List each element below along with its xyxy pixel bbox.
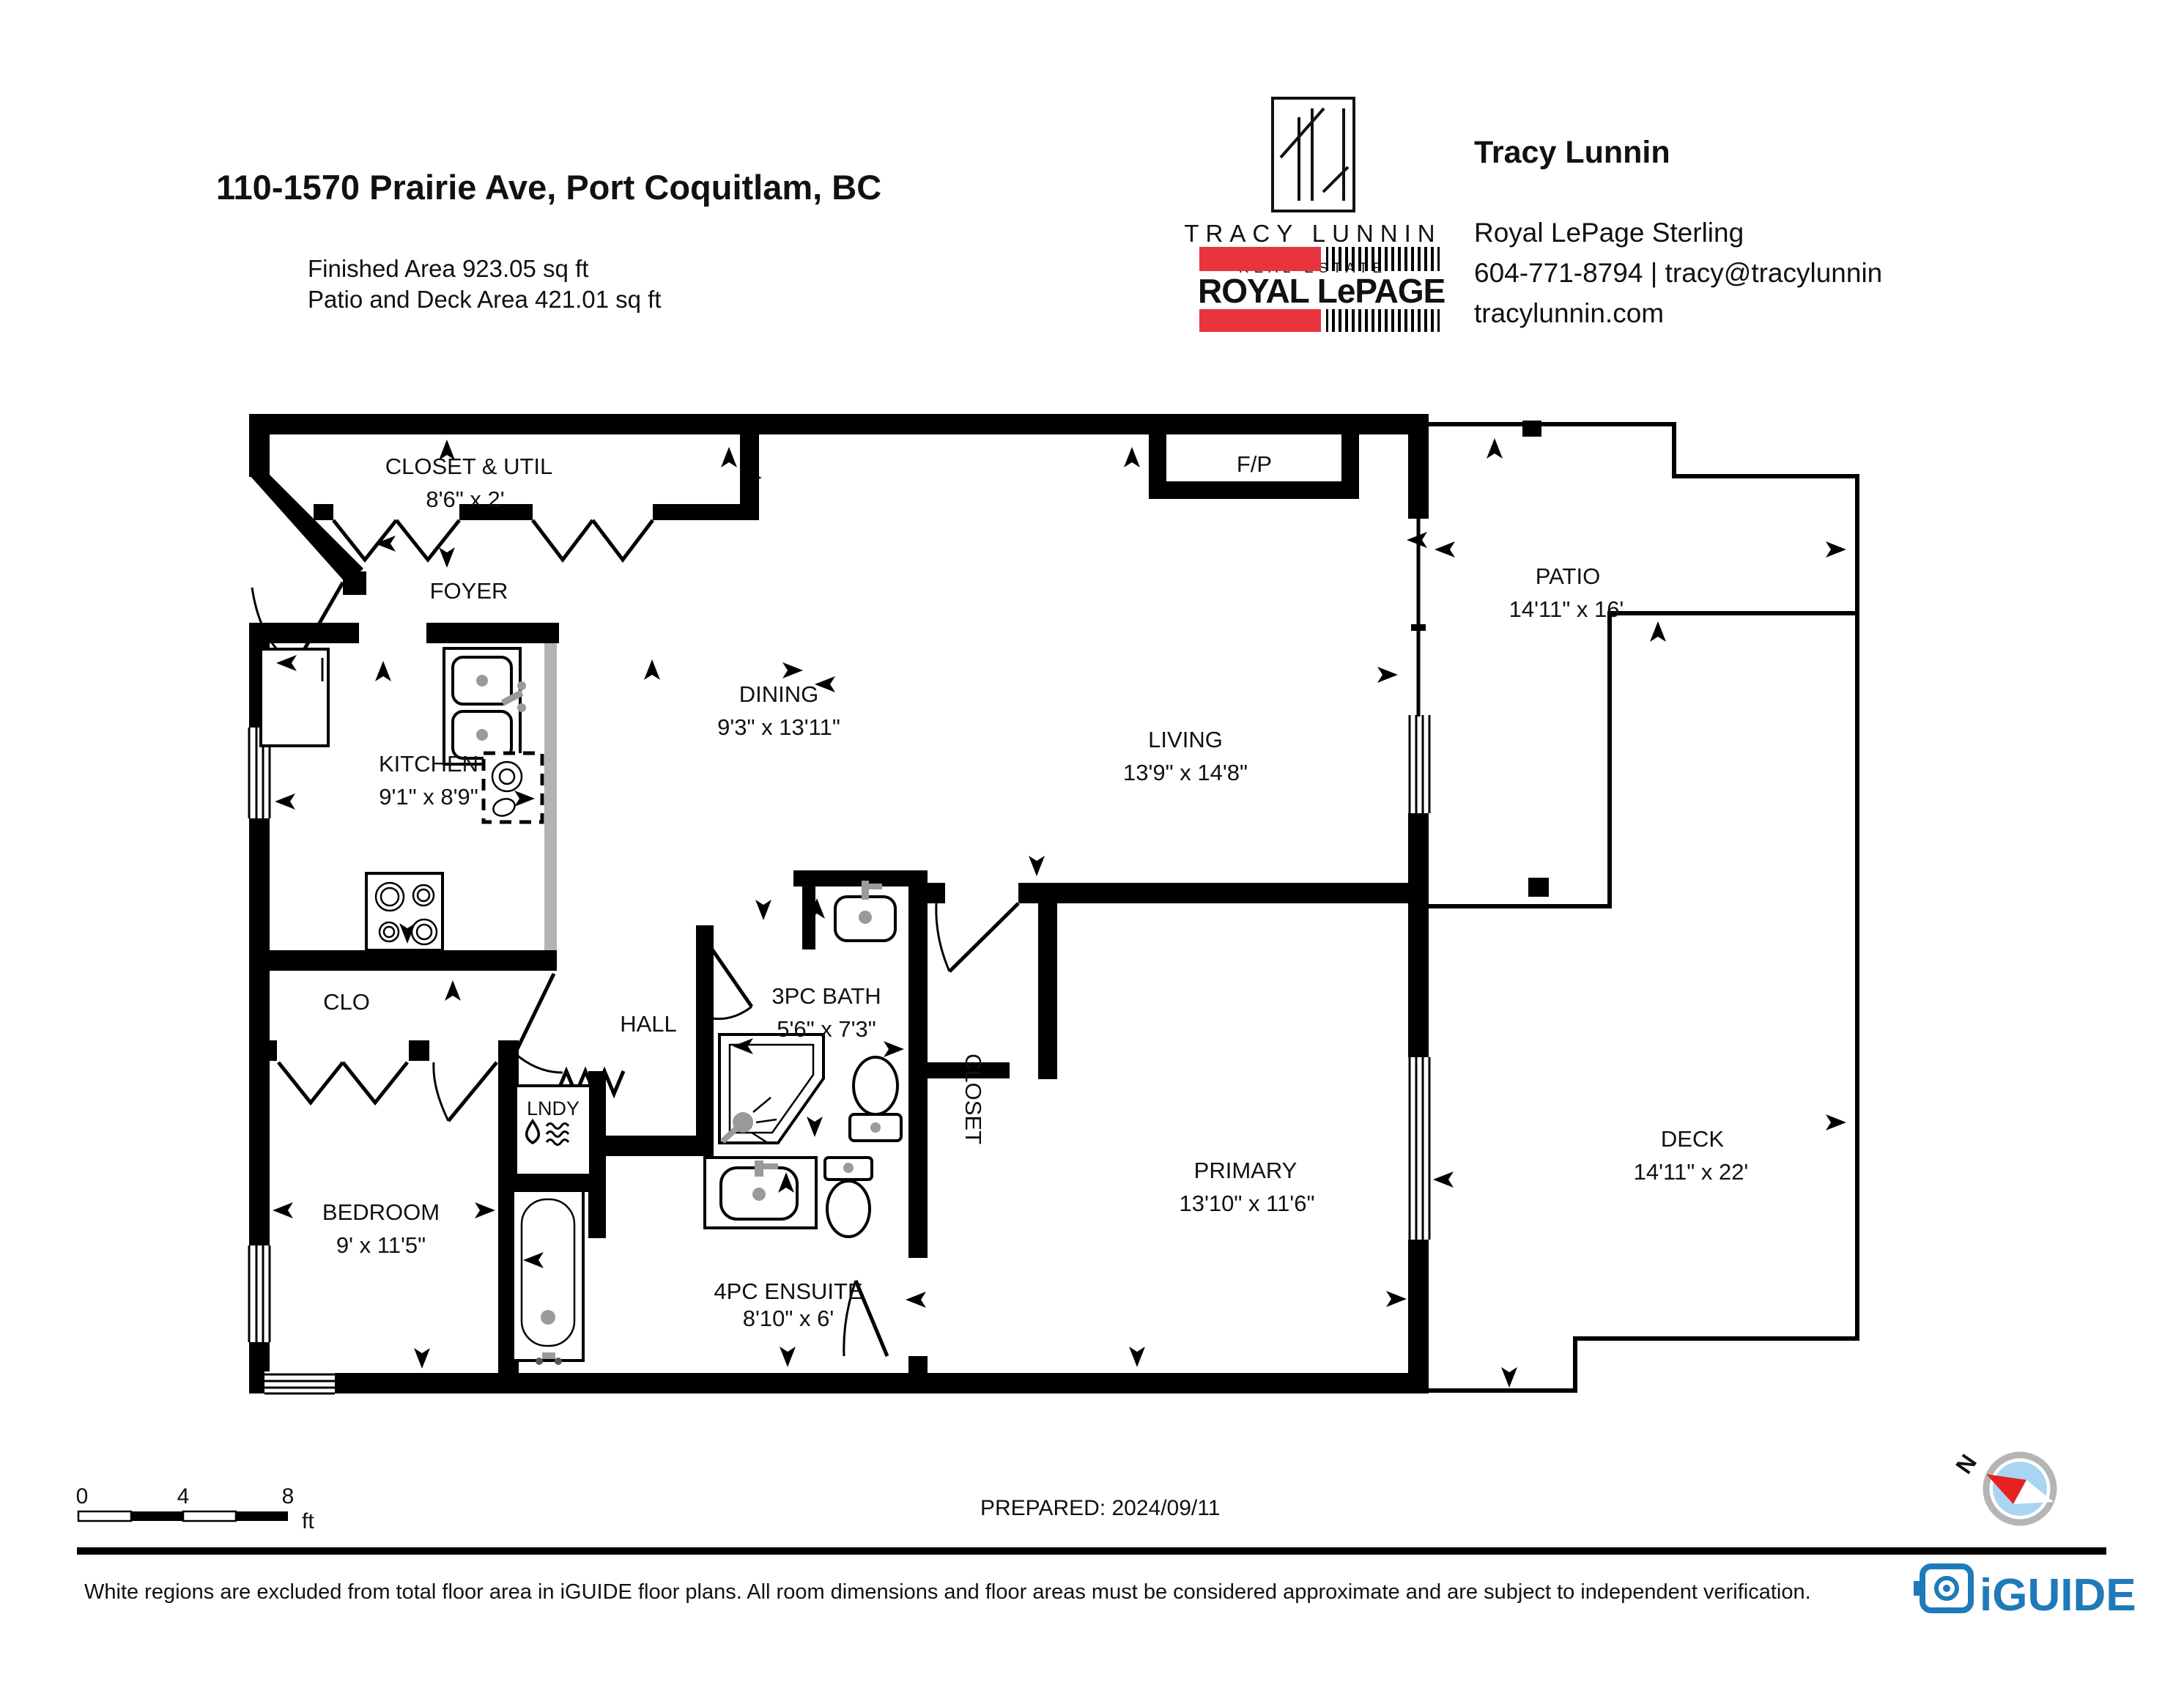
scale-tick-4: 4 xyxy=(177,1484,190,1509)
room-label-4pc-ensuite: 4PC ENSUITE xyxy=(714,1278,863,1304)
room-label-closet: CLOSET xyxy=(960,1053,986,1145)
dishwasher xyxy=(484,753,542,822)
room-label-patio: PATIO xyxy=(1535,563,1601,589)
prepared-date: PREPARED: 2024/09/11 xyxy=(980,1496,1221,1520)
compass-n-label: N xyxy=(1950,1449,1982,1479)
room-dims-dining: 9'3" x 13'11" xyxy=(717,714,840,740)
iguide-logo-text: iGUIDE xyxy=(1980,1570,2136,1621)
patio-post-2 xyxy=(1528,878,1549,897)
agent-phone-email: 604-771-8794 | tracy@tracylunnin xyxy=(1474,258,1883,288)
room-label-primary: PRIMARY xyxy=(1193,1158,1298,1183)
room-label-dining: DINING xyxy=(739,681,819,707)
room-dims-4pc-ensuite: 8'10" x 6' xyxy=(742,1306,834,1331)
scale-tick-8: 8 xyxy=(281,1484,295,1509)
room-dims-3pc-bath: 5'6" x 7'3" xyxy=(777,1016,876,1042)
iguide-logo xyxy=(1914,1566,2136,1621)
room-label-3pc-bath: 3PC BATH xyxy=(771,983,881,1009)
scale-tick-0: 0 xyxy=(75,1484,89,1509)
compass xyxy=(1986,1455,2054,1522)
shower xyxy=(719,1034,823,1143)
ensuite-toilet xyxy=(825,1158,872,1237)
room-dims-patio: 14'11" x 16' xyxy=(1509,596,1624,622)
room-label-foyer: FOYER xyxy=(429,578,508,604)
iguide-camera-icon xyxy=(1914,1566,1971,1610)
room-dims-bedroom: 9' x 11'5" xyxy=(336,1232,426,1258)
room-label-living: LIVING xyxy=(1148,727,1223,752)
scale-unit: ft xyxy=(302,1509,314,1533)
royal-lepage-logo-text: ROYAL LePAGE xyxy=(1198,272,1445,310)
finished-area: Finished Area 923.05 sq ft xyxy=(308,255,589,282)
patio-deck-outline xyxy=(1429,421,1857,1391)
bath-sink xyxy=(835,881,895,941)
tracy-lunnin-logo-name: TRACY LUNNIN xyxy=(1184,220,1442,247)
ensuite-sink xyxy=(705,1158,816,1228)
agent-brokerage: Royal LePage Sterling xyxy=(1474,218,1744,248)
room-dims-deck: 14'11" x 22' xyxy=(1633,1159,1749,1185)
room-dims-primary: 13'10" x 11'6" xyxy=(1179,1191,1315,1216)
patio-deck-area: Patio and Deck Area 421.01 sq ft xyxy=(308,286,662,313)
page-title: 110-1570 Prairie Ave, Port Coquitlam, BC xyxy=(216,168,882,207)
room-dims-closet-util: 8'6" x 2' xyxy=(426,486,505,512)
room-label-bedroom: BEDROOM xyxy=(322,1199,440,1225)
room-label-clo: CLO xyxy=(323,989,370,1015)
patio-post xyxy=(1522,421,1541,437)
fridge xyxy=(261,649,328,746)
bath-toilet xyxy=(850,1057,901,1141)
kitchen-sink xyxy=(444,648,526,764)
tracy-lunnin-logo xyxy=(1273,98,1354,211)
agent-website: tracylunnin.com xyxy=(1474,298,1665,328)
room-label-kitchen: KITCHEN xyxy=(378,751,479,777)
room-label-closet-util: CLOSET & UTIL xyxy=(385,454,553,479)
scale-bar xyxy=(78,1511,288,1521)
room-dims-living: 13'9" x 14'8" xyxy=(1122,760,1248,785)
bathtub xyxy=(513,1191,583,1365)
room-label-fp: F/P xyxy=(1236,451,1273,477)
room-label-deck: DECK xyxy=(1660,1126,1725,1152)
room-dims-kitchen: 9'1" x 8'9" xyxy=(379,784,478,810)
agent-name: Tracy Lunnin xyxy=(1474,135,1670,170)
room-label-lndy: LNDY xyxy=(526,1097,580,1119)
footer-divider xyxy=(77,1547,2106,1555)
disclaimer-text: White regions are excluded from total floor area in iGUIDE floor plans. All room dimensions and floor areas must be considered approximate and are subject to independent verification. xyxy=(84,1580,1811,1604)
room-label-hall: HALL xyxy=(620,1011,677,1037)
stove xyxy=(366,873,443,950)
